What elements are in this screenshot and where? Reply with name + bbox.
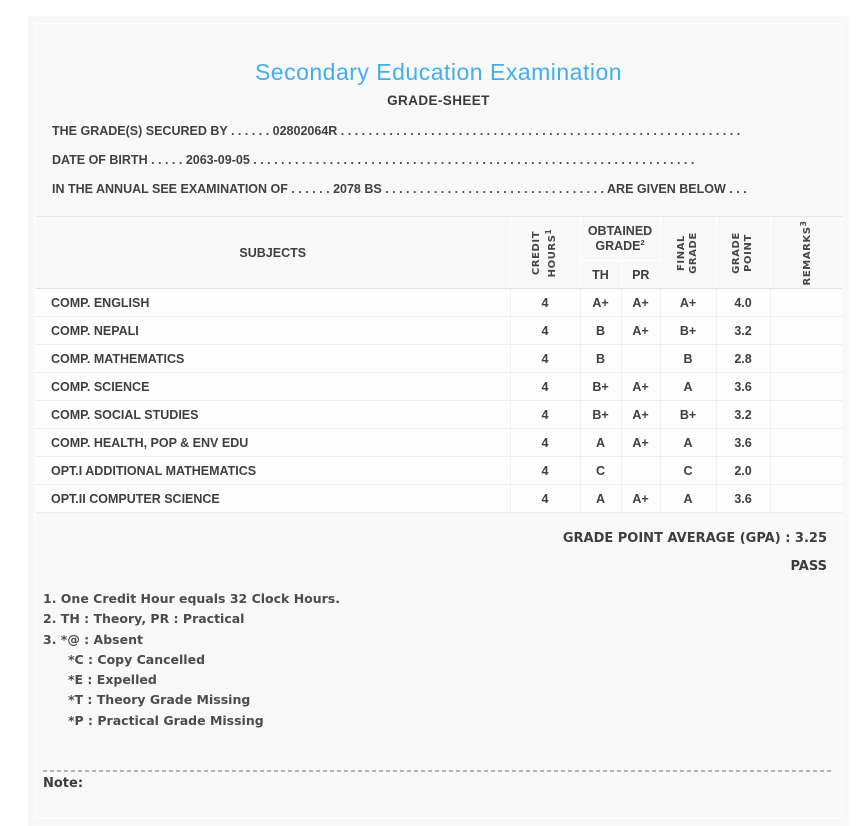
footnote-ref-2: 2 bbox=[640, 237, 645, 247]
credit-cell: 4 bbox=[510, 401, 580, 429]
grade-point-header-text: GRADE POINT bbox=[731, 231, 755, 274]
footnote-ref-3: 3 bbox=[799, 220, 809, 226]
symbol-number-label: THE GRADE(S) SECURED BY bbox=[52, 124, 228, 138]
theory-grade-cell: B+ bbox=[580, 401, 621, 429]
table-row bbox=[36, 373, 842, 401]
footnote-absent: 3. *@ : Absent bbox=[43, 631, 143, 647]
remarks-cell bbox=[770, 373, 842, 401]
final-grade-cell: B+ bbox=[660, 317, 716, 345]
table-row bbox=[36, 401, 842, 429]
grade-point-cell: 3.2 bbox=[716, 317, 770, 345]
subject-cell: COMP. SCIENCE bbox=[36, 373, 510, 401]
final-grade-cell: B+ bbox=[660, 401, 716, 429]
exam-year-label: IN THE ANNUAL SEE EXAMINATION OF bbox=[52, 182, 288, 196]
footnote-credit-hour: 1. One Credit Hour equals 32 Clock Hours. bbox=[43, 591, 340, 606]
final-grade-header bbox=[660, 217, 716, 289]
info-line-exam-year bbox=[52, 175, 827, 204]
table-row bbox=[36, 317, 842, 345]
grade-point-cell: 2.0 bbox=[716, 457, 770, 485]
subject-cell: OPT.I ADDITIONAL MATHEMATICS bbox=[36, 457, 510, 485]
footnote-expelled: *E : Expelled bbox=[68, 672, 157, 688]
footnote-practical-missing: *P : Practical Grade Missing bbox=[68, 712, 264, 728]
subject-cell: COMP. MATHEMATICS bbox=[36, 345, 510, 373]
practical-grade-cell: A+ bbox=[621, 485, 660, 513]
dots: . . . . . bbox=[151, 153, 183, 167]
practical-grade-cell: A+ bbox=[621, 401, 660, 429]
credit-cell: 4 bbox=[510, 289, 580, 317]
subject-cell: COMP. SOCIAL STUDIES bbox=[36, 401, 510, 429]
practical-grade-cell bbox=[621, 457, 660, 485]
practical-grade-cell bbox=[621, 345, 660, 373]
footnote-ref-1: 1 bbox=[543, 228, 553, 234]
table-row bbox=[36, 457, 842, 485]
subject-cell: OPT.II COMPUTER SCIENCE bbox=[36, 485, 510, 513]
remarks-cell bbox=[770, 485, 842, 513]
theory-grade-cell: B+ bbox=[580, 373, 621, 401]
info-line-date-of-birth bbox=[52, 146, 827, 175]
grade-sheet-inner bbox=[35, 23, 842, 819]
gpa-text: GRADE POINT AVERAGE (GPA) : 3.25 bbox=[562, 531, 827, 546]
credit-cell: 4 bbox=[510, 457, 580, 485]
date-of-birth-label: DATE OF BIRTH bbox=[52, 153, 148, 167]
credit-hours-header-text: CREDIT HOURS$^1$ bbox=[530, 228, 559, 277]
dots: . . . . . . . . . . . . . . . . . . . . . . . . . . . . . . . . . . . . . . . . . . . . . . . . . . . . . . . . . . . . . . . . bbox=[253, 153, 695, 167]
grade-point-header bbox=[716, 217, 770, 289]
practical-grade-cell: A+ bbox=[621, 429, 660, 457]
grade-point-cell: 3.6 bbox=[716, 429, 770, 457]
page-subtitle: GRADE-SHEET bbox=[387, 93, 490, 108]
dots: . . . . . . bbox=[291, 182, 330, 196]
final-grade-cell: A bbox=[660, 485, 716, 513]
footnote-th-pr: 2. TH : Theory, PR : Practical bbox=[43, 611, 245, 627]
subjects-header: SUBJECTS bbox=[36, 217, 510, 289]
theory-grade-cell: A bbox=[580, 485, 621, 513]
practical-grade-cell: A+ bbox=[621, 373, 660, 401]
credit-cell: 4 bbox=[510, 373, 580, 401]
practical-grade-cell: A+ bbox=[621, 289, 660, 317]
grade-point-cell: 3.6 bbox=[716, 373, 770, 401]
subject-cell: COMP. NEPALI bbox=[36, 317, 510, 345]
remarks-cell bbox=[770, 401, 842, 429]
result-status: PASS bbox=[790, 559, 827, 574]
theory-grade-cell: A+ bbox=[580, 289, 621, 317]
info-line-symbol-number bbox=[52, 117, 827, 146]
dots: . . . . . . bbox=[230, 124, 270, 138]
table-row bbox=[36, 429, 842, 457]
final-grade-cell: C bbox=[660, 457, 716, 485]
theory-grade-cell: B bbox=[580, 317, 621, 345]
table-row bbox=[36, 485, 842, 513]
symbol-number-value: 02802064R bbox=[272, 124, 338, 138]
grade-point-cell: 4.0 bbox=[716, 289, 770, 317]
grade-point-cell: 3.2 bbox=[716, 401, 770, 429]
practical-column-header: PR bbox=[621, 261, 660, 289]
footnote-copy-cancelled: *C : Copy Cancelled bbox=[68, 651, 206, 667]
dots: . . . . . . . . . . . . . . . . . . . . . . . . . . . . . . . . . . . . . . . . . . . . . . . . . . . . . . . . . . bbox=[340, 124, 741, 138]
credit-cell: 4 bbox=[510, 485, 580, 513]
exam-year-value: 2078 BS bbox=[333, 182, 382, 196]
subject-cell: COMP. ENGLISH bbox=[36, 289, 510, 317]
remarks-cell bbox=[770, 457, 842, 485]
remarks-cell bbox=[770, 317, 842, 345]
final-grade-cell: A bbox=[660, 373, 716, 401]
subject-cell: COMP. HEALTH, POP & ENV EDU bbox=[36, 429, 510, 457]
remarks-cell bbox=[770, 429, 842, 457]
grade-point-cell: 2.8 bbox=[716, 345, 770, 373]
grade-point-cell: 3.6 bbox=[716, 485, 770, 513]
final-grade-cell: A+ bbox=[660, 289, 716, 317]
table-row bbox=[36, 345, 842, 373]
date-of-birth-value: 2063-09-05 bbox=[185, 153, 250, 167]
page-title: Secondary Education Examination bbox=[254, 59, 623, 85]
remarks-cell bbox=[770, 345, 842, 373]
practical-grade-cell: A+ bbox=[621, 317, 660, 345]
theory-grade-cell: B bbox=[580, 345, 621, 373]
final-grade-cell: B bbox=[660, 345, 716, 373]
remarks-header bbox=[770, 217, 842, 289]
theory-column-header: TH bbox=[580, 261, 621, 289]
footnote-theory-missing: *T : Theory Grade Missing bbox=[68, 692, 251, 708]
credit-cell: 4 bbox=[510, 317, 580, 345]
theory-grade-cell: A bbox=[580, 429, 621, 457]
footnotes bbox=[36, 589, 841, 731]
grade-sheet-card bbox=[28, 16, 849, 826]
grades-table-header bbox=[36, 217, 842, 289]
theory-grade-cell: C bbox=[580, 457, 621, 485]
remarks-cell bbox=[770, 289, 842, 317]
obtained-grade-header: OBTAINED GRADE$^2$ bbox=[580, 217, 660, 261]
remarks-header-text: REMARKS$^3$ bbox=[799, 220, 814, 285]
credit-hours-header bbox=[510, 217, 580, 289]
grades-table-body bbox=[36, 289, 842, 513]
dashed-divider bbox=[43, 770, 831, 772]
grades-table bbox=[36, 216, 842, 513]
note-label: Note: bbox=[43, 776, 84, 792]
dots: . . . . . . . . . . . . . . . . . . . . . . . . . . . . . . . . bbox=[385, 182, 604, 196]
final-grade-header-text: FINAL GRADE bbox=[676, 231, 700, 274]
credit-cell: 4 bbox=[510, 429, 580, 457]
final-grade-cell: A bbox=[660, 429, 716, 457]
table-row bbox=[36, 289, 842, 317]
credit-cell: 4 bbox=[510, 345, 580, 373]
exam-year-suffix: ARE GIVEN BELOW . . . bbox=[607, 182, 747, 196]
candidate-info bbox=[36, 117, 841, 204]
